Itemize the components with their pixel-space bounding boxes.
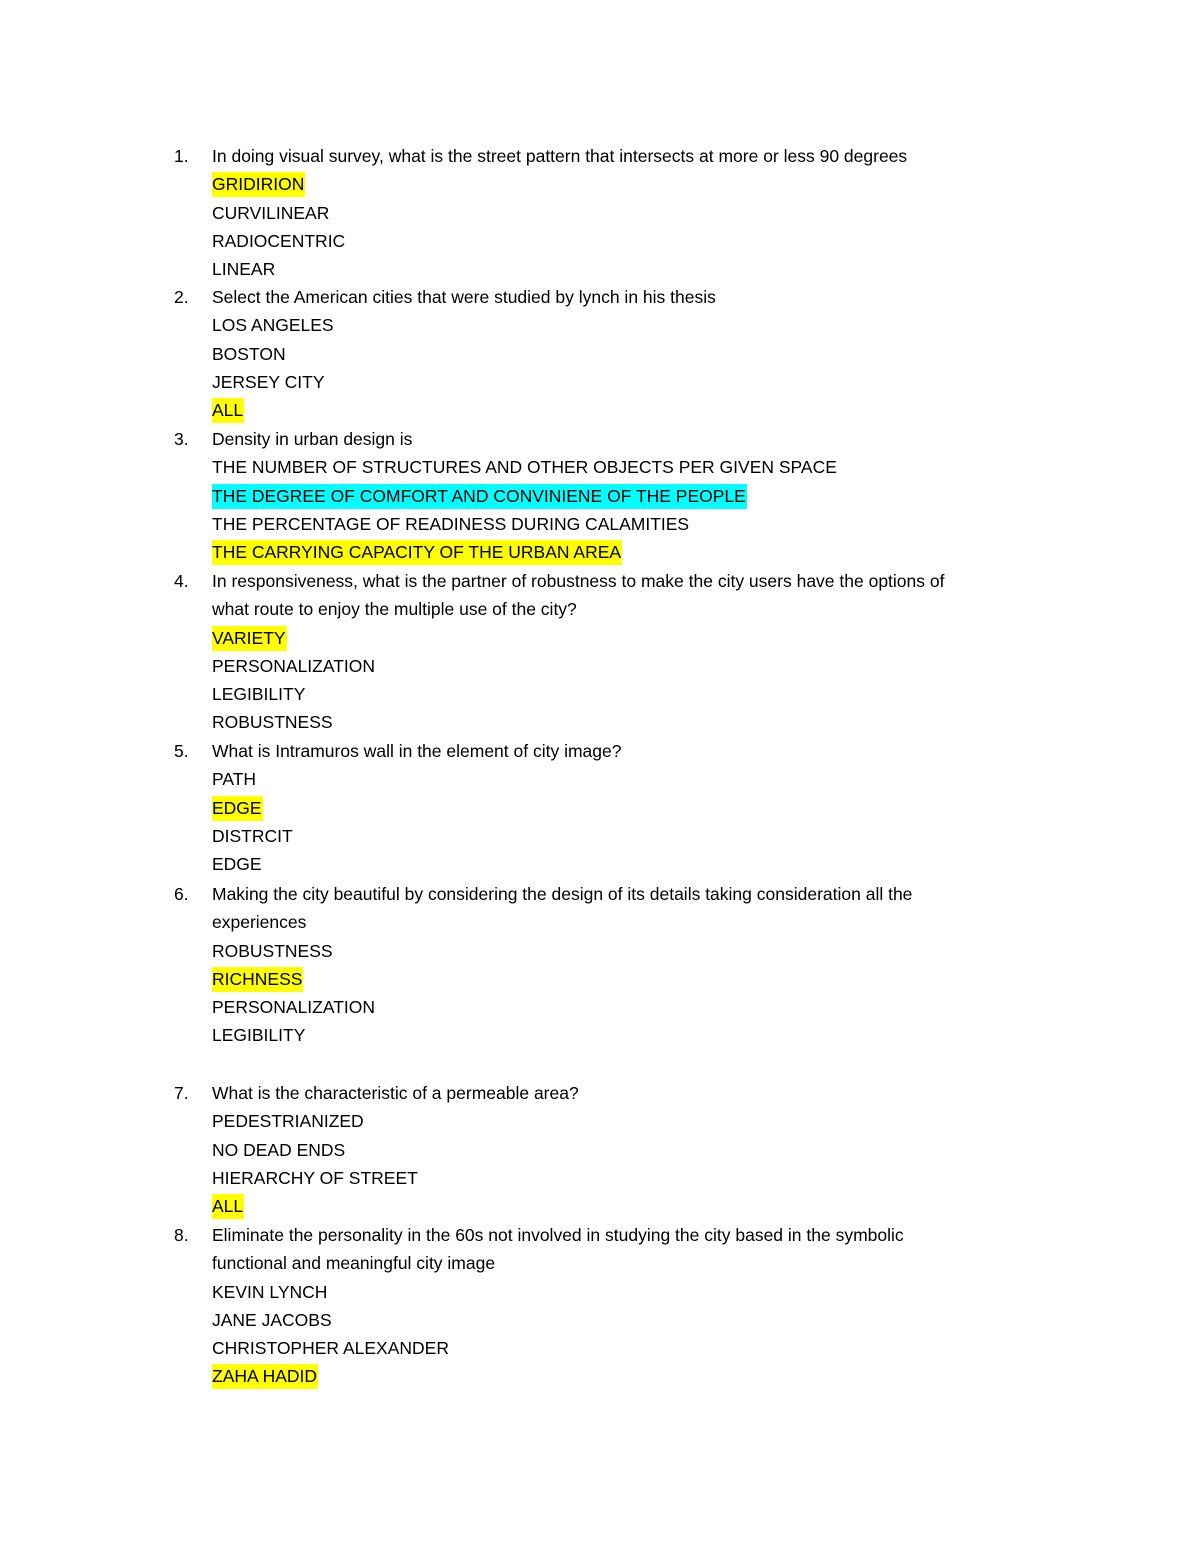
question-number: 3. [174, 429, 189, 449]
answer-option-text: PATH [212, 769, 257, 790]
question-2 [0, 283, 1200, 424]
answer-option-text: THE NUMBER OF STRUCTURES AND OTHER OBJECTS PER GIVEN SPACE [212, 457, 837, 478]
question-number: 4. [174, 571, 189, 591]
answer-option [0, 1164, 1200, 1192]
answer-option [0, 794, 1200, 822]
answer-option [0, 680, 1200, 708]
question-3 [0, 425, 1200, 566]
highlighted-answer-text: ZAHA HADID [212, 1364, 318, 1389]
question-number: 7. [174, 1083, 189, 1103]
question-1 [0, 142, 1200, 283]
question-text-line [0, 737, 1200, 765]
answer-option-text: RADIOCENTRIC [212, 230, 346, 251]
answer-option-text: LOS ANGELES [212, 315, 334, 336]
question-text-line [0, 142, 1200, 170]
question-6 [0, 880, 1200, 1050]
question-number: 1. [174, 146, 189, 166]
question-text: What is the characteristic of a permeable area? [212, 1083, 579, 1103]
question-text-line [0, 283, 1200, 311]
highlighted-answer-text: VARIETY [212, 626, 287, 651]
answer-option-text: LEGIBILITY [212, 1025, 306, 1046]
question-8 [0, 1221, 1200, 1391]
answer-option-text: ROBUSTNESS [212, 940, 333, 961]
question-number: 5. [174, 741, 189, 761]
answer-option-text: DISTRCIT [212, 825, 293, 846]
highlighted-answer-text: RICHNESS [212, 967, 303, 992]
question-text-line [0, 595, 1200, 623]
question-text-line [0, 1079, 1200, 1107]
answer-option-text: CHRISTOPHER ALEXANDER [212, 1338, 449, 1359]
answer-option [0, 1334, 1200, 1362]
answer-option [0, 1021, 1200, 1049]
answer-option [0, 396, 1200, 424]
answer-option-text: EDGE [212, 854, 262, 875]
answer-option-text: HIERARCHY OF STREET [212, 1167, 418, 1188]
question-7 [0, 1079, 1200, 1220]
question-number: 8. [174, 1225, 189, 1245]
answer-option [0, 1192, 1200, 1220]
answer-option [0, 227, 1200, 255]
question-text: Making the city beautiful by considering the design of its details taking consideration all the [212, 884, 913, 904]
answer-option [0, 965, 1200, 993]
question-text: Density in urban design is [212, 429, 413, 449]
answer-option-text: BOSTON [212, 343, 286, 364]
answer-option-text: NO DEAD ENDS [212, 1139, 346, 1160]
question-text-line [0, 1249, 1200, 1277]
highlighted-answer-text: THE DEGREE OF COMFORT AND CONVINIENE OF THE PEOPLE [212, 484, 747, 509]
answer-option [0, 822, 1200, 850]
answer-option-text: KEVIN LYNCH [212, 1281, 328, 1302]
answer-option-text: PERSONALIZATION [212, 997, 376, 1018]
answer-option [0, 850, 1200, 878]
answer-option [0, 652, 1200, 680]
answer-option [0, 538, 1200, 566]
question-number: 2. [174, 287, 189, 307]
question-5 [0, 737, 1200, 878]
answer-option [0, 199, 1200, 227]
question-4 [0, 567, 1200, 737]
question-text: In doing visual survey, what is the street pattern that intersects at more or less 90 degrees [212, 146, 908, 166]
answer-option-text: CURVILINEAR [212, 202, 330, 223]
answer-option [0, 765, 1200, 793]
answer-option [0, 255, 1200, 283]
question-text-line [0, 567, 1200, 595]
answer-option [0, 340, 1200, 368]
highlighted-answer-text: GRIDIRION [212, 172, 305, 197]
answer-option-text: LINEAR [212, 259, 276, 280]
answer-option-text: JANE JACOBS [212, 1309, 332, 1330]
question-text-line [0, 908, 1200, 936]
question-text-line [0, 1221, 1200, 1249]
question-text: functional and meaningful city image [212, 1253, 496, 1274]
answer-option [0, 453, 1200, 481]
answer-option [0, 1306, 1200, 1334]
answer-option-text: THE PERCENTAGE OF READINESS DURING CALAMITIES [212, 513, 690, 534]
answer-option-text: PERSONALIZATION [212, 655, 376, 676]
answer-option [0, 482, 1200, 510]
highlighted-answer-text: ALL [212, 398, 244, 423]
answer-option [0, 1107, 1200, 1135]
answer-option [0, 311, 1200, 339]
answer-option [0, 624, 1200, 652]
answer-option-text: LEGIBILITY [212, 684, 306, 705]
answer-option-text: PEDESTRIANIZED [212, 1111, 364, 1132]
question-text: Eliminate the personality in the 60s not involved in studying the city based in the symbolic [212, 1225, 904, 1245]
question-text-line [0, 425, 1200, 453]
answer-option [0, 937, 1200, 965]
answer-option [0, 993, 1200, 1021]
answer-option-text: ROBUSTNESS [212, 712, 333, 733]
highlighted-answer-text: EDGE [212, 796, 263, 821]
highlighted-answer-text: THE CARRYING CAPACITY OF THE URBAN AREA [212, 540, 622, 565]
answer-option-text: JERSEY CITY [212, 371, 325, 392]
question-text-line [0, 880, 1200, 908]
highlighted-answer-text: ALL [212, 1194, 244, 1219]
question-text: In responsiveness, what is the partner of robustness to make the city users have the options of [212, 571, 945, 591]
answer-option [0, 368, 1200, 396]
question-text: Select the American cities that were studied by lynch in his thesis [212, 287, 716, 307]
answer-option [0, 1136, 1200, 1164]
question-text: What is Intramuros wall in the element of city image? [212, 741, 622, 761]
question-text: what route to enjoy the multiple use of the city? [212, 599, 577, 620]
answer-option [0, 510, 1200, 538]
question-number: 6. [174, 884, 189, 904]
answer-option [0, 708, 1200, 736]
answer-option [0, 1278, 1200, 1306]
answer-option [0, 170, 1200, 198]
question-text: experiences [212, 912, 307, 933]
answer-option [0, 1362, 1200, 1390]
